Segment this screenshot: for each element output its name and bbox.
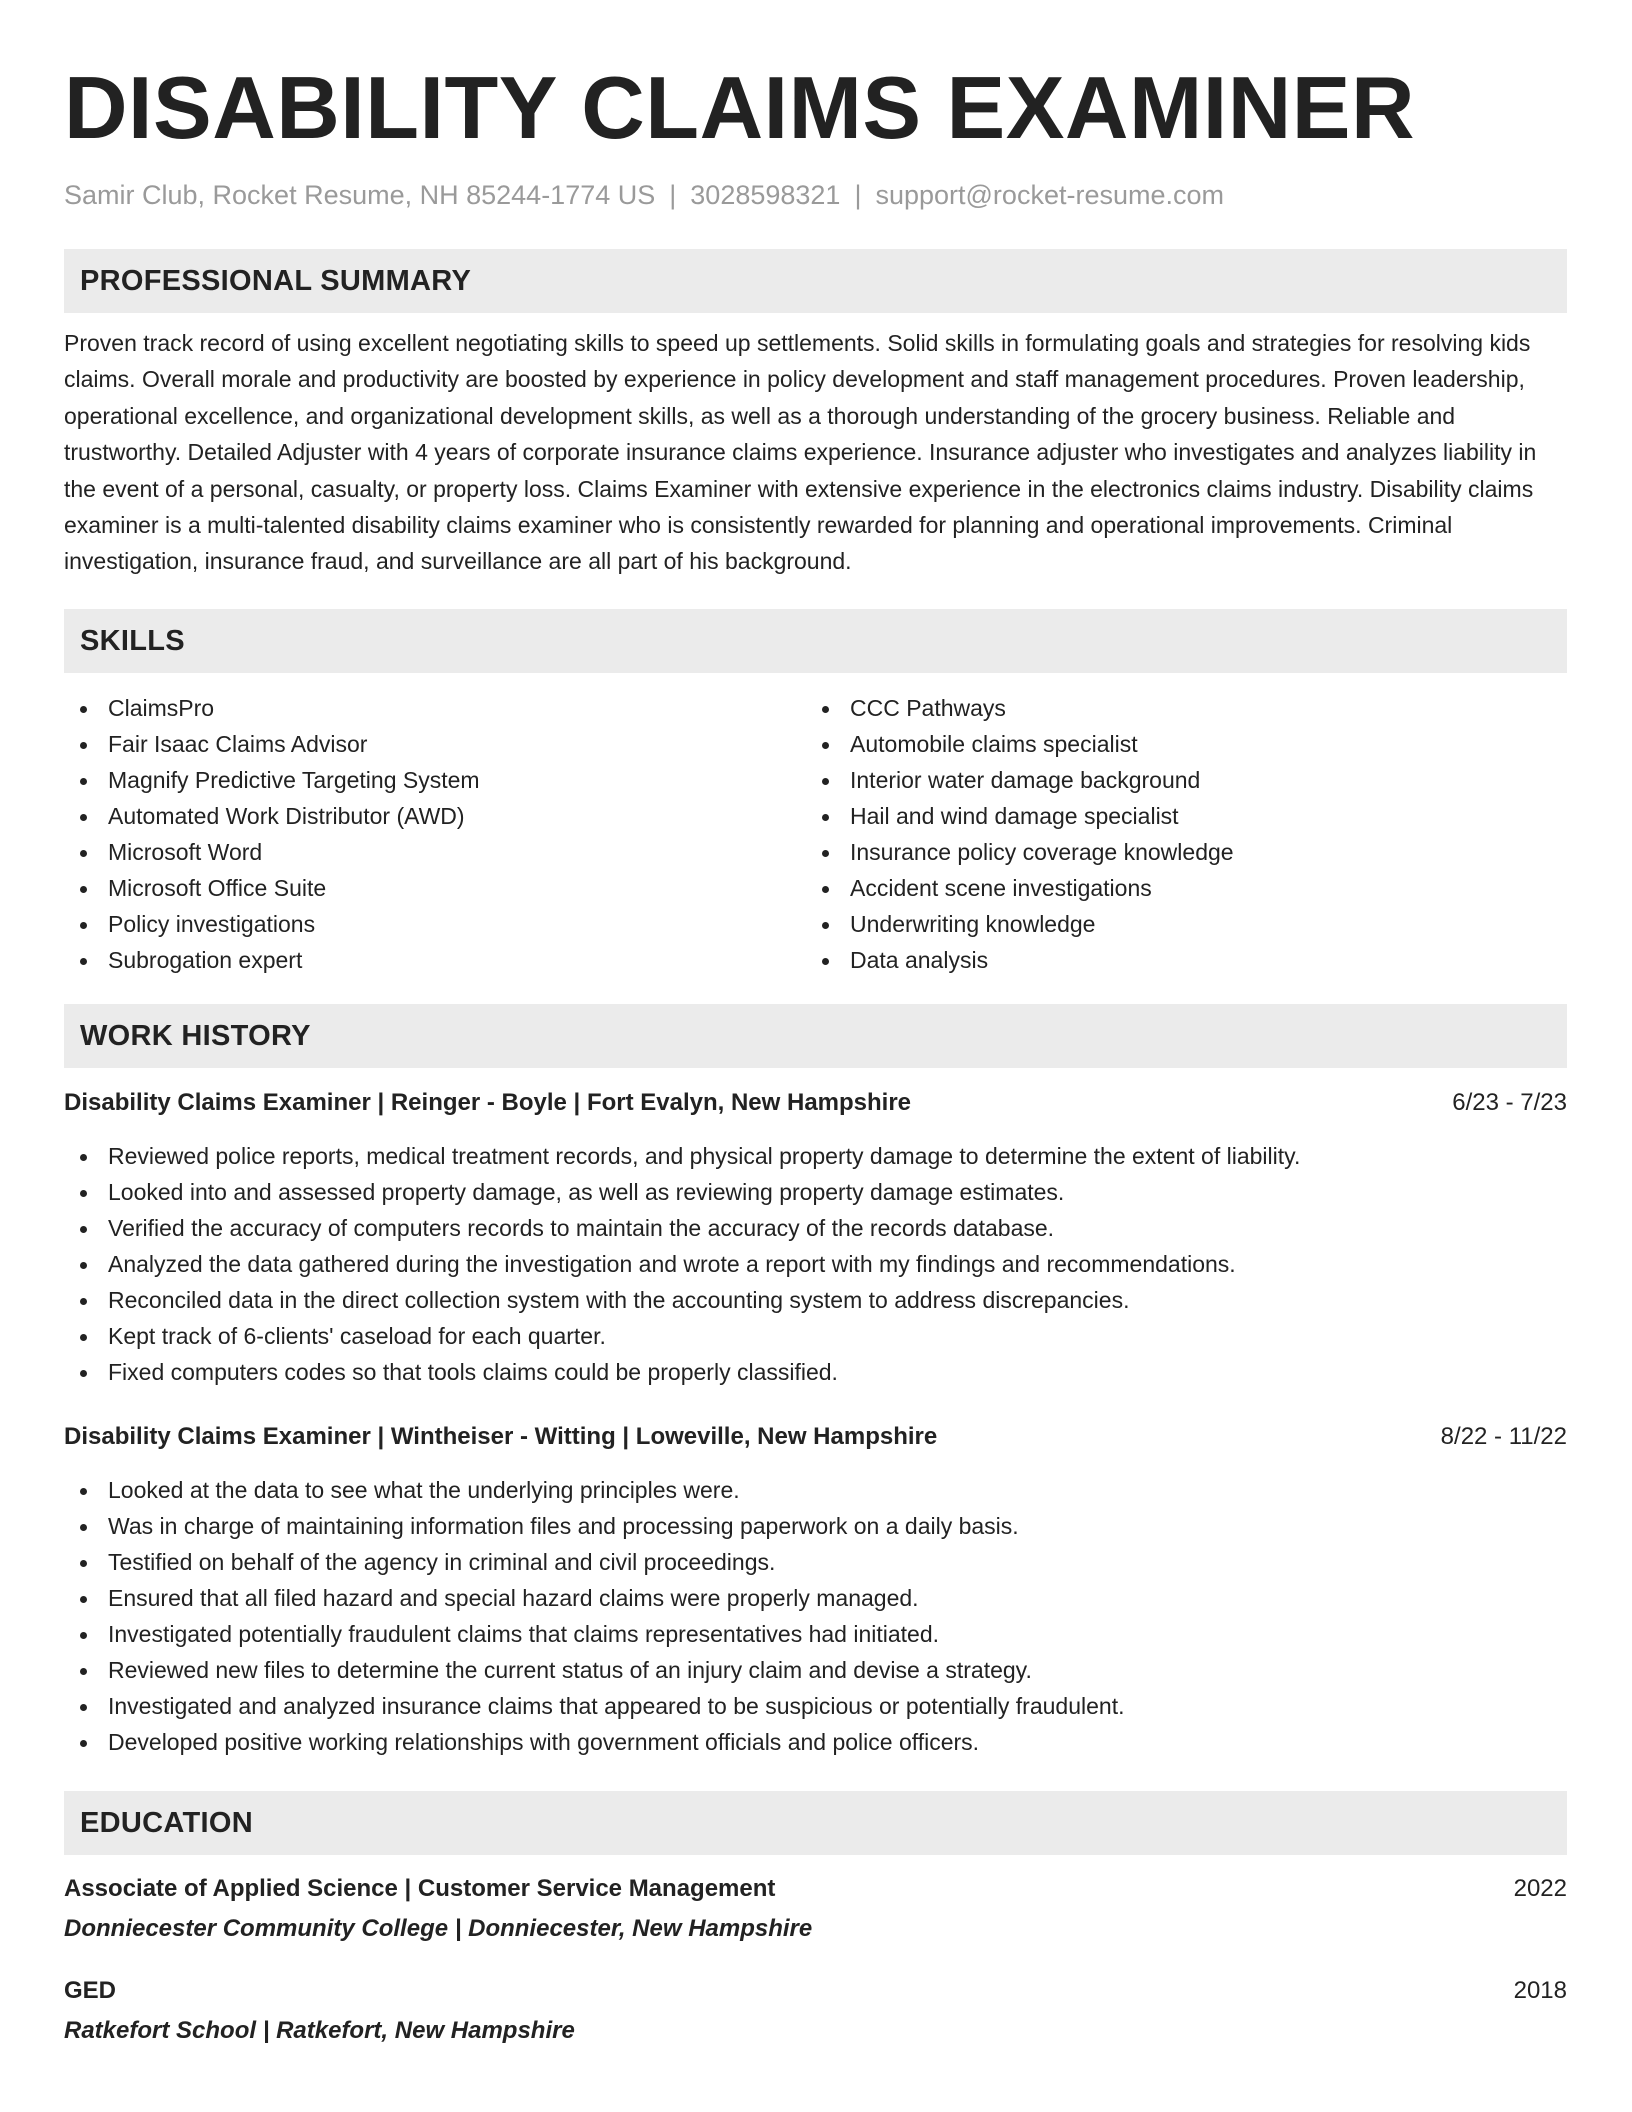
education-school: Ratkefort School | Ratkefort, New Hampshire: [64, 2016, 575, 2044]
education-entry: [64, 1873, 1567, 1945]
skills-column-left: [64, 690, 806, 978]
job-bullet: Kept track of 6-clients' caseload for each quarter.: [64, 1318, 1567, 1354]
skill-item: Microsoft Office Suite: [64, 870, 806, 906]
job-bullet: Looked into and assessed property damage, as well as reviewing property damage estimates.: [64, 1174, 1567, 1210]
section-heading-summary: PROFESSIONAL SUMMARY: [64, 249, 1567, 313]
skill-item: Fair Isaac Claims Advisor: [64, 726, 806, 762]
job-bullet: Developed positive working relationships with government officials and police officers.: [64, 1724, 1567, 1760]
job-bullet: Fixed computers codes so that tools claims could be properly classified.: [64, 1354, 1567, 1390]
contact-address: Samir Club, Rocket Resume, NH 85244-1774 US: [64, 180, 656, 210]
job-entry: [64, 1421, 1567, 1760]
skills-list: [64, 690, 1567, 978]
job-dates: 6/23 - 7/23: [1452, 1088, 1567, 1116]
job-title: Disability Claims Examiner | Wintheiser - Witting | Loweville, New Hampshire: [64, 1422, 938, 1450]
job-bullet: Reconciled data in the direct collection system with the accounting system to address discrepancies.: [64, 1282, 1567, 1318]
job-bullet: Was in charge of maintaining information files and processing paperwork on a daily basis.: [64, 1508, 1567, 1544]
job-bullets: [64, 1472, 1567, 1760]
skill-item: Automated Work Distributor (AWD): [64, 798, 806, 834]
job-bullets: [64, 1138, 1567, 1390]
job-title: Disability Claims Examiner | Reinger - Boyle | Fort Evalyn, New Hampshire: [64, 1088, 912, 1116]
education-year: 2018: [1513, 1976, 1567, 2004]
education-header: [64, 1975, 1567, 2007]
skill-item: Insurance policy coverage knowledge: [806, 834, 1548, 870]
resume-name: DISABILITY CLAIMS EXAMINER: [64, 58, 1416, 157]
job-dates: 8/22 - 11/22: [1440, 1422, 1567, 1450]
job-header: [64, 1087, 1567, 1119]
job-bullet: Reviewed police reports, medical treatment records, and physical property damage to determine the extent of liability.: [64, 1138, 1567, 1174]
skill-item: Data analysis: [806, 942, 1548, 978]
job-bullet: Investigated potentially fraudulent claims that claims representatives had initiated.: [64, 1616, 1567, 1652]
education-degree: GED: [64, 1976, 117, 2004]
contact-email: support@rocket-resume.com: [875, 180, 1224, 210]
summary-text: Proven track record of using excellent negotiating skills to speed up settlements. Solid skills in formulating goals and strategies for resolving kids claims. Overall morale and productivity are boosted by experience in policy development and staff management procedures. Proven leadership, operational excellence, and organizational development skills, as well as a thorough understanding of the grocery business. Reliable and trustworthy. Detailed Adjuster with 4 years of corporate insurance claims experience. Insurance adjuster who investigates and analyzes liability in the event of a personal, casualty, or property loss. Claims Examiner with extensive experience in the electronics claims industry. Disability claims examiner is a multi-talented disability claims examiner who is consistently rewarded for planning and operational improvements. Criminal investigation, insurance fraud, and surveillance are all part of his background.: [64, 330, 1537, 575]
contact-phone: 3028598321: [690, 180, 841, 210]
skill-item: Underwriting knowledge: [806, 906, 1548, 942]
skill-item: Policy investigations: [64, 906, 806, 942]
education-degree: Associate of Applied Science | Customer Service Management: [64, 1874, 776, 1902]
education-header: [64, 1873, 1567, 1905]
job-bullet: Reviewed new files to determine the current status of an injury claim and devise a strategy.: [64, 1652, 1567, 1688]
skill-item: CCC Pathways: [806, 690, 1548, 726]
skill-item: Automobile claims specialist: [806, 726, 1548, 762]
job-bullet: Ensured that all filed hazard and special hazard claims were properly managed.: [64, 1580, 1567, 1616]
skill-item: Hail and wind damage specialist: [806, 798, 1548, 834]
education-entry: [64, 1975, 1567, 2047]
skills-column-right: [806, 690, 1548, 978]
job-bullet: Analyzed the data gathered during the investigation and wrote a report with my findings and recommendations.: [64, 1246, 1567, 1282]
section-heading-education: EDUCATION: [64, 1791, 1567, 1855]
skill-item: ClaimsPro: [64, 690, 806, 726]
job-bullet: Investigated and analyzed insurance claims that appeared to be suspicious or potentially fraudulent.: [64, 1688, 1567, 1724]
skill-item: Interior water damage background: [806, 762, 1548, 798]
job-bullet: Looked at the data to see what the underlying principles were.: [64, 1472, 1567, 1508]
skill-item: Microsoft Word: [64, 834, 806, 870]
contact-separator: |: [854, 180, 862, 210]
skill-item: Magnify Predictive Targeting System: [64, 762, 806, 798]
skill-item: Subrogation expert: [64, 942, 806, 978]
resume-page: [64, 58, 1567, 2047]
education-school: Donniecester Community College | Donniecester, New Hampshire: [64, 1914, 813, 1942]
job-bullet: Testified on behalf of the agency in criminal and civil proceedings.: [64, 1544, 1567, 1580]
section-heading-work: WORK HISTORY: [64, 1004, 1567, 1068]
job-bullet: Verified the accuracy of computers records to maintain the accuracy of the records database.: [64, 1210, 1567, 1246]
skill-item: Accident scene investigations: [806, 870, 1548, 906]
contact-line: [64, 178, 1567, 212]
contact-separator: |: [669, 180, 677, 210]
section-heading-skills: SKILLS: [64, 609, 1567, 673]
education-year: 2022: [1513, 1874, 1567, 1902]
job-header: [64, 1421, 1567, 1453]
job-entry: [64, 1087, 1567, 1390]
